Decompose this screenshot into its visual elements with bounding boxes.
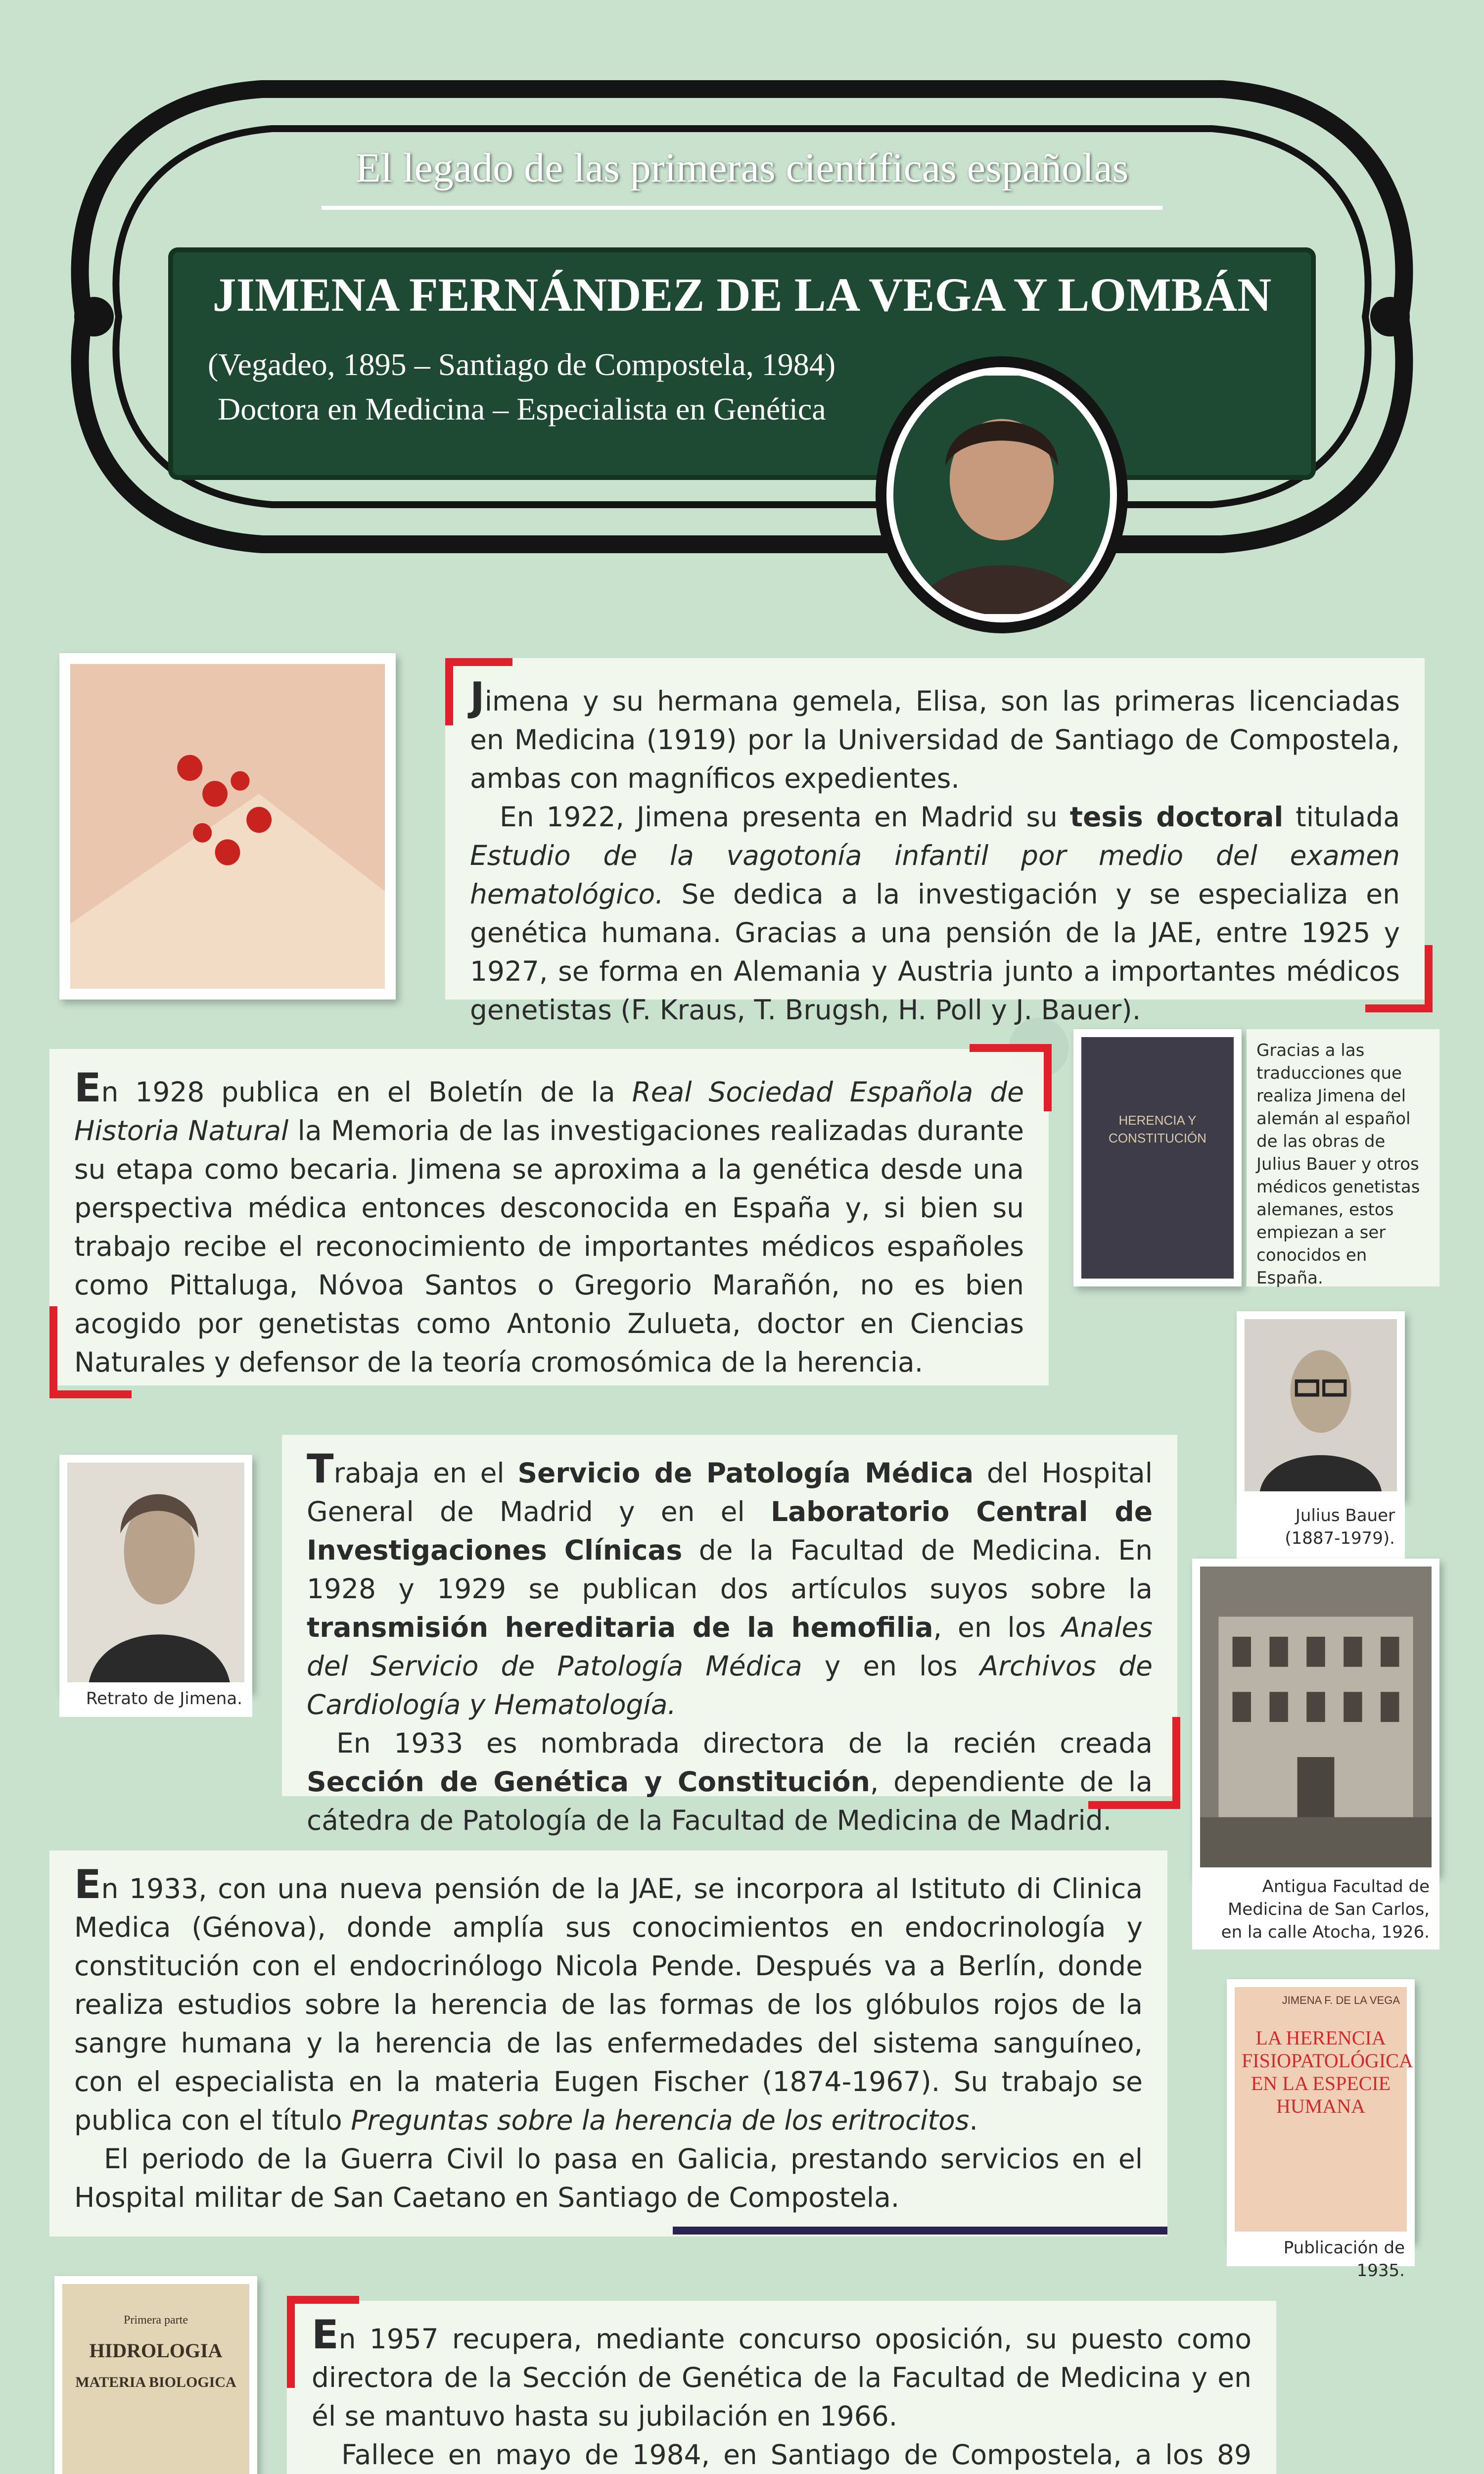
name-banner xyxy=(168,247,1316,480)
red-corner-s5-top xyxy=(287,2296,359,2388)
jimena-portrait-icon xyxy=(893,374,1110,616)
herencia-book-photo xyxy=(1073,1029,1242,1286)
section4-title: Preguntas sobre la herencia de los eritrocitos xyxy=(351,2104,970,2136)
section5-panel xyxy=(287,2301,1276,2474)
section3-i: y en los xyxy=(802,1650,980,1682)
faculty-building-icon xyxy=(1200,1567,1432,1867)
section3-p2a: En 1933 es nombrada directora de la recién creada xyxy=(336,1727,1153,1759)
faculty-photo xyxy=(1192,1559,1439,1875)
book-author: JIMENA F. DE LA VEGA xyxy=(1282,1994,1400,2006)
portrait-caption: Retrato de Jimena. xyxy=(86,1689,242,1709)
book-1935-caption-panel xyxy=(1227,2232,1415,2281)
faculty-caption: Antigua Facultad de Medicina de San Carlos, en la calle Atocha, 1926. xyxy=(1221,1877,1430,1942)
subtitle-band xyxy=(257,139,1227,228)
section3-p2c: , dependiente de la cátedra de Patología de la Facultad de Medicina de Madrid. xyxy=(307,1766,1153,1836)
section3-e: de la Facultad de Medicina. En 1928 y 1929 se publican dos artículos suyos sobre la xyxy=(307,1534,1153,1605)
julius-bauer-portrait-icon xyxy=(1245,1319,1397,1491)
header-subtitle: El legado de las primeras científicas españolas xyxy=(355,145,1129,191)
hidrologia-line2: HIDROLOGIA xyxy=(89,2339,223,2362)
herencia-fisiopatologica-book xyxy=(1227,1979,1415,2241)
red-corner-s2-bottom xyxy=(49,1306,132,1398)
jimena-retrato-icon xyxy=(67,1463,244,1684)
section3-service: Servicio de Patología Médica xyxy=(517,1457,974,1489)
section3-lab: Laboratorio Central de Investigaciones Clínicas xyxy=(307,1496,1153,1566)
navy-rule xyxy=(673,2227,1167,2235)
section4-paragraph2: El periodo de la Guerra Civil lo pasa en Galicia, prestando servicios en el Hospital militar de San Caetano en Santiago de Compostela. xyxy=(74,2143,1143,2213)
section1-paragraph1: imena y su hermana gemela, Elisa, son las primeras licenciadas en Medicina (1919) por la Universidad de Santiago de Compostela, ambas con magníficos expedientes. xyxy=(470,685,1400,794)
book-1935-caption: Publicación de 1935. xyxy=(1283,2238,1405,2281)
section1-p2a: En 1922, Jimena presenta en Madrid su xyxy=(500,801,1070,833)
section3-panel xyxy=(282,1435,1177,1836)
section4-dropcap: E xyxy=(74,1861,101,1907)
section1-dropcap: J xyxy=(470,674,485,720)
portrait-caption-panel xyxy=(59,1682,252,1717)
life-dates: (Vegadeo, 1895 – Santiago de Compostela, 1984) xyxy=(208,347,836,382)
section3-g: , en los xyxy=(933,1612,1062,1643)
section2-a: n 1928 publica en el Boletín de la xyxy=(101,1076,632,1108)
portrait-frame xyxy=(886,367,1117,622)
section2-panel xyxy=(49,1049,1049,1385)
subtitle-rule xyxy=(322,206,1162,210)
book-title: HERENCIA Y CONSTITUCIÓN xyxy=(1109,1113,1206,1145)
section3-seccion: Sección de Genética y Constitución xyxy=(307,1766,870,1798)
hidrologia-cover xyxy=(62,2284,249,2474)
section4-a: n 1933, con una nueva pensión de la JAE, se incorpora al Istituto di Clinica Medica (Génova), donde amplía sus conocimientos en endocrinología y constitución con el endocrinólogo Nicola Pende. Después va a Berlín, donde realiza estudios sobre la herencia de las formas de los glóbulos rojos de la sangre humana y la herencia de las enfermedades del sistema sanguíneo, con el especialista en la materia Eugen Fischer (1874-1967). Su trabajo se publica con el título xyxy=(74,1873,1143,2136)
section5-paragraph1: n 1957 recupera, mediante concurso oposición, su puesto como directora de la Sección de Genética de la Facultad de Medicina y en él se mantuvo hasta su jubilación en 1966. xyxy=(312,2323,1252,2432)
book-cover-1935 xyxy=(1235,1987,1413,2234)
translation-caption: Gracias a las traducciones que realiza Jimena del alemán al español de las obras de Julius Bauer y otros médicos genetistas alemanes, estos empiezan a ser conocidos en España. xyxy=(1256,1041,1420,1288)
profession: Doctora en Medicina – Especialista en Genética xyxy=(218,391,826,427)
section5-paragraph2: Fallece en mayo de 1984, en Santiago de Compostela, a los 89 xyxy=(341,2439,1252,2471)
section1-p2c: titulada xyxy=(1283,801,1400,833)
bauer-caption: Julius Bauer (1887-1979). xyxy=(1285,1506,1395,1548)
translation-caption-panel xyxy=(1247,1029,1439,1286)
section4-c: . xyxy=(969,2104,978,2136)
hidrologia-book-photo xyxy=(54,2276,257,2474)
portrait-medallion xyxy=(876,356,1128,633)
blood-cells-photo xyxy=(59,653,396,999)
section5-dropcap: E xyxy=(312,2312,339,2358)
hidrologia-line1: Primera parte xyxy=(124,2314,188,2327)
red-corner-s3-bottom xyxy=(1088,1717,1180,1809)
bauer-caption-panel xyxy=(1237,1499,1405,1559)
section3-anales: Anales del Servicio de Patología Médica xyxy=(307,1612,1153,1682)
section3-c: del Hospital General de Madrid y en el xyxy=(307,1457,1153,1527)
faculty-caption-panel xyxy=(1192,1870,1439,1950)
section1-thesis: tesis doctoral xyxy=(1069,801,1284,833)
section4-panel xyxy=(49,1851,1167,2236)
section2-society: Real Sociedad Española de Historia Natural xyxy=(74,1076,1024,1146)
red-corner-s1-top xyxy=(445,658,512,725)
section2-dropcap: E xyxy=(74,1065,101,1111)
section1-p2e: Se dedica a la investigación y se especializa en genética humana. Gracias a una pensión de la JAE, entre 1925 y 1927, se forma en Alemania y Austria junto a importantes médicos genetistas (F. Kraus, T. Brugsh, H. Poll y J. Bauer). xyxy=(470,878,1400,1026)
section3-archivos: Archivos de Cardiología y Hematología. xyxy=(307,1650,1153,1720)
section3-dropcap: T xyxy=(307,1446,334,1492)
section1-panel xyxy=(445,658,1425,1026)
scientist-name: JIMENA FERNÁNDEZ DE LA VEGA Y LOMBÁN xyxy=(212,268,1272,321)
hidrologia-line3: MATERIA BIOLOGICA xyxy=(75,2374,236,2390)
book-cover xyxy=(1081,1037,1234,1279)
red-corner-s1-bottom xyxy=(1365,945,1433,1012)
red-corner-s2-top xyxy=(970,1044,1052,1111)
section1-thesis-title: Estudio de la vagotonía infantil por medio del examen hematológico. xyxy=(470,840,1400,910)
book-title-1935: LA HERENCIA FISIOPATOLÓGICA EN LA ESPECIE HUMANA xyxy=(1242,2027,1413,2117)
section3-a: rabaja en el xyxy=(333,1457,518,1489)
bauer-photo xyxy=(1237,1311,1405,1499)
section3-hemofilia: transmisión hereditaria de la hemofilia xyxy=(307,1612,933,1643)
jimena-portrait-photo xyxy=(59,1455,252,1692)
section2-c: la Memoria de las investigaciones realizadas durante su etapa como becaria. Jimena se aproxima a la genética desde una perspectiva médica entonces desconocida en España y, si bien su trabajo recibe el reconocimiento de importantes médicos españoles como Pittaluga, Nóvoa Santos o Gregorio Marañón, no es bien acogido por genetistas como Antonio Zulueta, doctor en Ciencias Naturales y defensor de la teoría cromosómica de la herencia. xyxy=(74,1115,1024,1378)
red-blood-cells-illustration-icon xyxy=(70,664,385,989)
